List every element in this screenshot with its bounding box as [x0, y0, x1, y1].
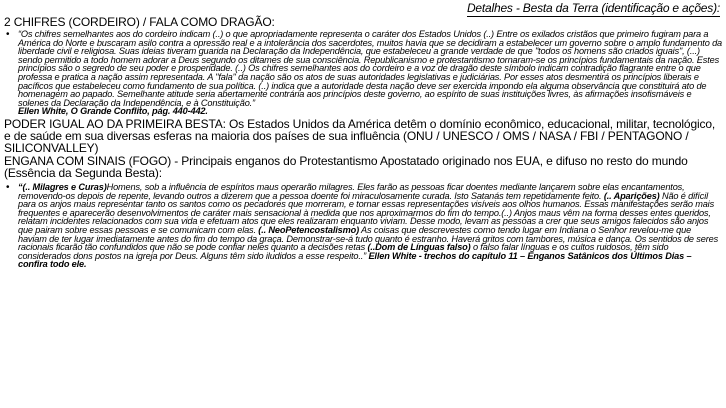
quote-body-part: Homens, sob a influência de espíritos maus operarão milagres. Eles farão as pessoas ficar doentes mediante lançarem sobre elas encantamentos, removendo-os depois de repente, levando outros a dizerem que a pessoa doente foi miraculosamente curada. Isto Satanás tem repetidamente feito.: [18, 181, 685, 201]
quote-body-part: o falso falar línguas e os cultos ruidosos, têm sido considerados dons postos na igreja por Deus. Alguns têm sido iludidos a esse respeito..”: [18, 242, 669, 261]
page-title: Detalhes - Besta da Terra (identificação e ações):: [466, 1, 720, 15]
quote-marker-tongues: (..Dom de Línguas falso): [367, 242, 471, 253]
section-heading-power: PODER IGUAL AO DA PRIMEIRA BESTA: Os Estados Unidos da América detêm o domínio econômico, educacional, militar, tecnológico, e de saúde em sua diversas esferas na maioria dos países de sua influência (ONU / UNESCO / OMS / NASA / FBI / PENTAGONO / SILICONVALLEY): [4, 116, 716, 155]
quote-body-part: As coisas que descrevestes como tendo lugar em Indiana o Senhor revelou-me que haviam de ter lugar imediatamente antes do fim do tempo da graça. Demonstrar-se-á tudo quanto é estranho. Haverá gritos com tambores, música e dança. Os sentidos de seres racionais ficarão tão confundidos que não se pode confiar neles quanto a decisões retas: [18, 224, 719, 253]
section-heading-deceives: ENGANA COM SINAIS (FOGO) - Principais enganos do Protestantismo Apostatado originado nos EUA, e difuso no resto do mundo (Essência da Segunda Besta):: [4, 153, 688, 180]
quote-block-great-controversy: [4, 30, 722, 116]
quote-marker-neopentecostalism: (.. NeoPetencostalismo): [258, 224, 359, 235]
section-heading-two-horns: 2 CHIFRES (CORDEIRO) / FALA COMO DRAGÃO:: [4, 15, 275, 29]
quote-text: [18, 183, 722, 269]
quote-body: “Os chifres semelhantes aos do cordeiro indicam (..) o que apropriadamente representa o caráter dos Estados Unidos (..) Entre os exilados cristãos que primeiro fugiram para a América do Norte e buscaram asilo contra a opressão real e a intolerância dos sacerdotes, muitos havia que se decidiram a estabelecer um governo sobre o amplo fundamento da liberdade civil e religiosa. Suas ideias tiveram guarida na Declaração da Independência, que estabeleceu a grande verdade de que "todos os homens são criados iguais", (...) sendo permitido a todo homem adorar a Deus segundo os ditames de sua consciência. Republicanismo e protestantismo tornaram-se os princípios fundamentais da nação. Estes princípios são o segredo de seu poder e prosperidade. (..) Os chifres semelhantes aos do cordeiro e a voz de dragão deste símbolo indicam contradição flagrante entre o que professa e pratica a nação assim representada. A "fala" da nação são os atos de suas autoridades legislativas e judiciárias. Por esses atos desmentirá os princípios liberais e pacíficos que estabeleceu como fundamento de sua política. (..) indica que a autoridade desta nação deve ser exercida impondo ela alguma observância que constituirá ato de homenagem ao papado. Semelhante atitude seria abertamente contrária aos princípios deste governo, ao espírito de suas instituições livres, às afirmações insofismáveis e solenes da Declaração da Independência, e à Constituição.”: [18, 29, 722, 108]
quote-block-satanic-deceptions: [4, 183, 722, 269]
quote-lead-label: “(.. Milagres e Curas): [18, 181, 107, 192]
quote-text: [18, 30, 722, 116]
quote-attribution: Ellen White, O Grande Conflito, pág. 440-442.: [18, 106, 208, 117]
quote-marker-apparitions: (.. Aparições): [603, 190, 660, 201]
quote-body-part: Não é difícil para os anjos maus representar tanto os santos como os pecadores que morreram, e tornar essas representações visíveis aos olhos humanos. Essas manifestações serão mais frequentes e aparecerão desenvolvimentos de caráter mais sensacional à medida que nos aproximarmos do fim do tempo.(..) Anjos maus vêm na forma desses entes queridos, relatam incidentes relacionados com sua vida e efetuam atos que eles realizaram enquanto viviam. Desse modo, levam as pessoas a crer que seus amigos falecidos são anjos que pairam sobre essas pessoas e se comunicam com elas.: [18, 190, 715, 235]
quote-attribution: Ellen White - trechos do capítulo 11 – Enganos Satânicos dos Últimos Dias – confira todo ele.: [18, 250, 692, 270]
bullet-icon: •: [6, 29, 10, 40]
bullet-icon: •: [6, 181, 10, 193]
document-body: [4, 16, 722, 271]
